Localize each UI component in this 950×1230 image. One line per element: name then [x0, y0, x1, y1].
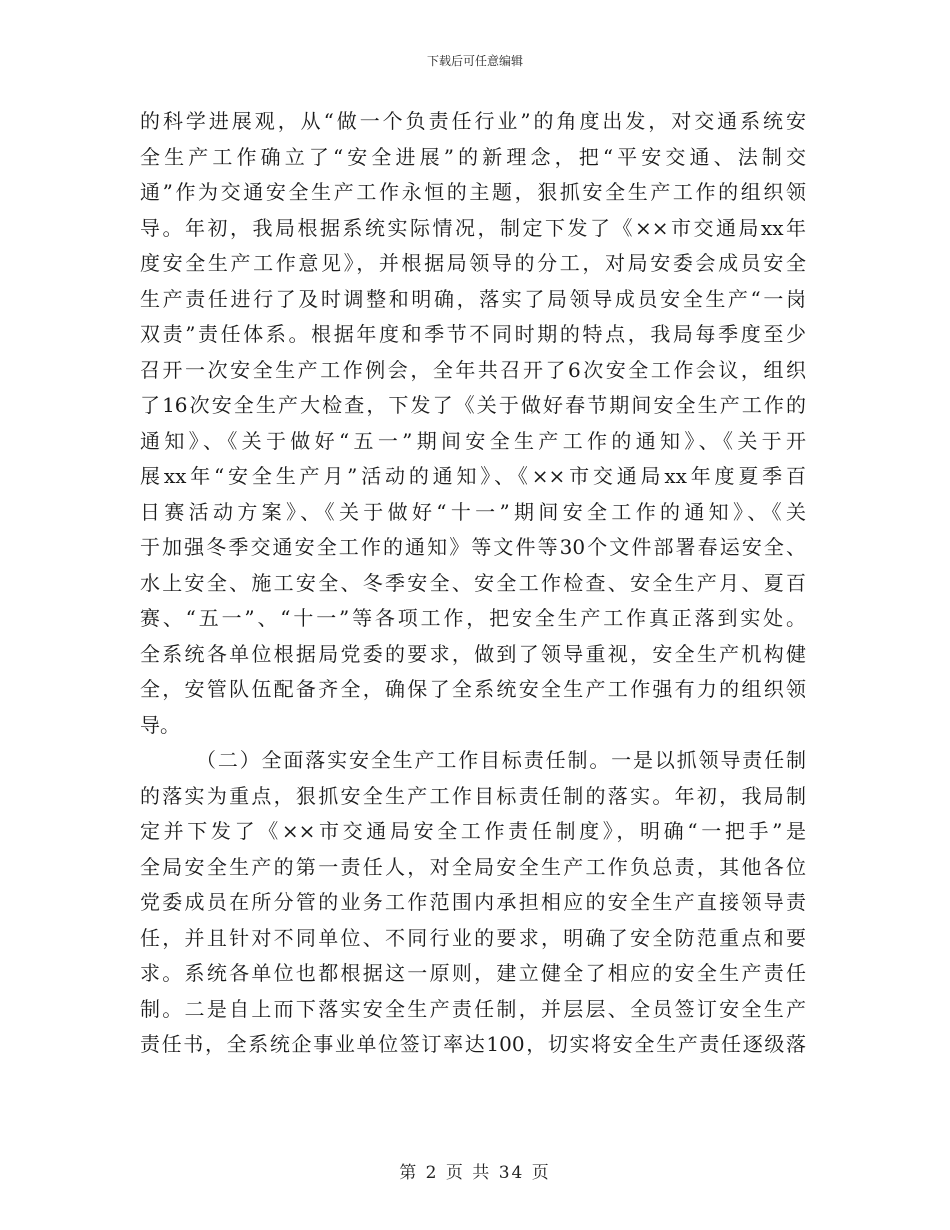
text-line: 的科学进展观，从“做一个负责任行业”的角度出发，对交通系统安: [140, 109, 806, 133]
text-line: 度安全生产工作意见》，并根据局领导的分工，对局安委会成员安全: [140, 251, 806, 275]
text-line: 责任书，全系统企事业单位签订率达100，切实将安全生产责任逐级落: [140, 1032, 806, 1056]
text-line: 的落实为重点，狠抓安全生产工作目标责任制的落实。年初，我局制: [140, 783, 806, 808]
text-line: 导。年初，我局根据系统实际情况，制定下发了《××市交通局xx年: [140, 215, 806, 240]
text-line: 通知》、《关于做好“五一”期间安全生产工作的通知》、《关于开: [140, 428, 806, 453]
paragraph-1: [140, 104, 806, 743]
text-line: 展xx年“安全生产月”活动的通知》、《××市交通局xx年度夏季百: [140, 464, 806, 488]
text-line: 双责”责任体系。根据年度和季节不同时期的特点，我局每季度至少: [140, 322, 806, 346]
text-line: （二）全面落实安全生产工作目标责任制。一是以抓领导责任制: [196, 748, 806, 772]
text-line: 定并下发了《××市交通局安全工作责任制度》，明确“一把手”是: [140, 819, 806, 843]
text-line: 召开一次安全生产工作例会，全年共召开了6次安全工作会议，组织: [140, 357, 806, 382]
text-line: 全生产工作确立了“安全进展”的新理念，把“平安交通、法制交: [140, 144, 806, 169]
document-body: [140, 104, 806, 1063]
text-line: 日赛活动方案》、《关于做好“十一”期间安全工作的通知》、《关: [140, 499, 806, 524]
page-footer: 第 2 页 共 34 页: [399, 1163, 551, 1183]
text-line: 全，安管队伍配备齐全，确保了全系统安全生产工作强有力的组织领: [140, 677, 806, 701]
text-line: 党委成员在所分管的业务工作范围内承担相应的安全生产直接领导责: [140, 890, 806, 914]
text-line: 求。系统各单位也都根据这一原则，建立健全了相应的安全生产责任: [140, 961, 806, 985]
page-header: 下载后可任意编辑: [426, 54, 523, 68]
text-line: 通”作为交通安全生产工作永恒的主题，狠抓安全生产工作的组织领: [140, 180, 806, 204]
text-line: 全系统各单位根据局党委的要求，做到了领导重视，安全生产机构健: [140, 641, 806, 666]
text-line: 生产责任进行了及时调整和明确，落实了局领导成员安全生产“一岗: [140, 286, 806, 311]
text-line: 导。: [140, 712, 180, 737]
text-line: 于加强冬季交通安全工作的通知》等文件等30个文件部署春运安全、: [140, 535, 806, 559]
text-line: 赛、“五一”、“十一”等各项工作，把安全生产工作真正落到实处。: [140, 606, 806, 630]
text-line: 水上安全、施工安全、冬季安全、安全工作检查、安全生产月、夏百: [140, 570, 806, 595]
text-line: 任，并且针对不同单位、不同行业的要求，明确了安全防范重点和要: [140, 925, 806, 950]
paragraph-2: [140, 743, 806, 1063]
text-line: 了16次安全生产大检查，下发了《关于做好春节期间安全生产工作的: [140, 393, 806, 417]
text-line: 制。二是自上而下落实安全生产责任制，并层层、全员签订安全生产: [140, 996, 806, 1021]
text-line: 全局安全生产的第一责任人，对全局安全生产工作负总责，其他各位: [140, 854, 806, 879]
